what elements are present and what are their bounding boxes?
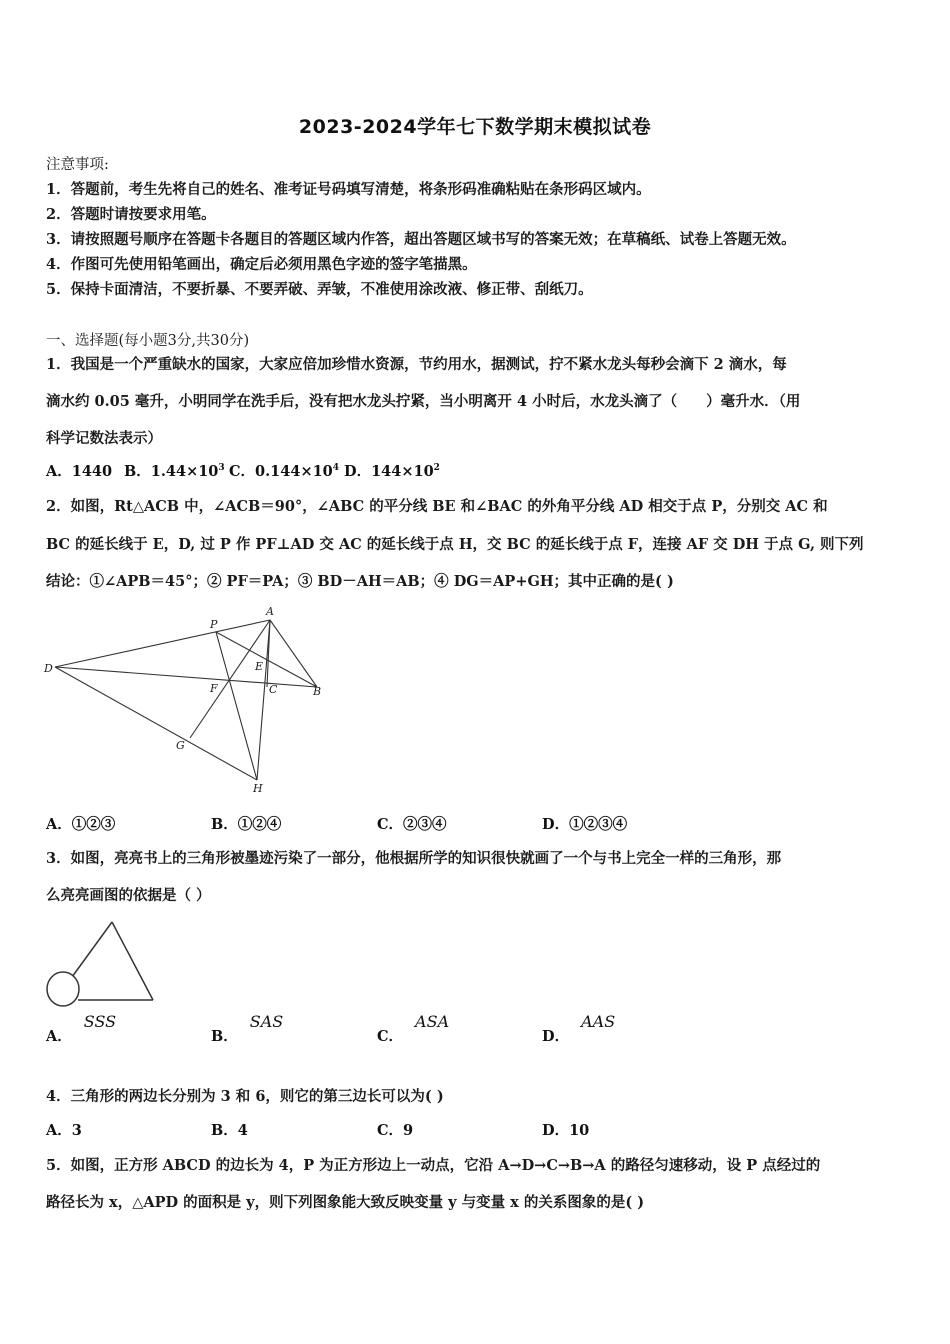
option-c[interactable]: C．9 bbox=[377, 1122, 414, 1139]
option-c-text: C．0.144×10 bbox=[229, 463, 333, 480]
option-d[interactable] bbox=[344, 460, 440, 481]
option-b[interactable]: B．4 bbox=[211, 1122, 248, 1139]
question-3-figure bbox=[42, 915, 162, 1010]
question-3-line: 3．如图，亮亮书上的三角形被墨迹污染了一部分，他根据所学的知识很快就画了一个与书上完全一样的三角形，那 bbox=[46, 850, 782, 867]
label-b: B bbox=[313, 685, 322, 698]
line-db bbox=[55, 667, 317, 687]
notice-item: 2．答题时请按要求用笔。 bbox=[46, 206, 216, 223]
question-4-line: 4．三角形的两边长分别为 3 和 6，则它的第三边长可以为( ) bbox=[46, 1088, 444, 1105]
option-c[interactable] bbox=[377, 1012, 450, 1046]
line-ag bbox=[190, 620, 270, 738]
option-a[interactable] bbox=[46, 1012, 117, 1046]
option-text: AAS bbox=[581, 1012, 616, 1031]
label-c: C bbox=[269, 683, 278, 696]
option-d[interactable] bbox=[542, 1012, 616, 1046]
question-2-line: BC 的延长线于 E，D, 过 P 作 PF⊥AD 交 AC 的延长线于点 H，交 BC 的延长线于点 F，连接 AF 交 DH 于点 G, 则下列 bbox=[46, 536, 864, 553]
notice-item: 1．答题前，考生先将自己的姓名、准考证号码填写清楚，将条形码准确粘贴在条形码区域内。 bbox=[46, 181, 651, 198]
notice-item: 4．作图可先使用铅笔画出，确定后必须用黑色字迹的签字笔描黑。 bbox=[46, 256, 477, 273]
option-c-exponent: 4 bbox=[332, 463, 340, 473]
notice-item: 3．请按照题号顺序在答题卡各题目的答题区域内作答，超出答题区域书写的答案无效；在草稿纸、试卷上答题无效。 bbox=[46, 231, 796, 248]
option-letter: B． bbox=[211, 1028, 238, 1045]
option-b[interactable] bbox=[124, 460, 225, 481]
option-text: SAS bbox=[249, 1012, 284, 1031]
option-letter: D． bbox=[542, 1028, 570, 1045]
question-1-line: 1．我国是一个严重缺水的国家，大家应倍加珍惜水资源，节约用水，据测试，拧不紧水龙头每秒会滴下 2 滴水，每 bbox=[46, 356, 787, 373]
question-2-line: 结论：①∠APB＝45°；② PF＝PA；③ BD－AH＝AB；④ DG＝AP+GH；其中正确的是( ) bbox=[46, 573, 674, 590]
label-f: F bbox=[210, 682, 218, 695]
question-2-line: 2．如图，Rt△ACB 中，∠ACB＝90°，∠ABC 的平分线 BE 和∠BAC 的外角平分线 AD 相交于点 P，分别交 AC 和 bbox=[46, 498, 828, 515]
line-ph bbox=[216, 632, 257, 780]
option-a[interactable]: A．1440 bbox=[46, 463, 113, 480]
option-letter: A． bbox=[46, 1028, 72, 1045]
option-c[interactable]: C．②③④ bbox=[377, 816, 447, 833]
option-a[interactable]: A．3 bbox=[46, 1122, 82, 1139]
option-text: ASA bbox=[415, 1012, 450, 1031]
option-d-exponent: 2 bbox=[433, 463, 440, 473]
notice-heading: 注意事项: bbox=[46, 157, 109, 173]
label-d: D bbox=[44, 662, 53, 675]
triangle-left-side bbox=[72, 922, 112, 977]
question-5-line: 5．如图，正方形 ABCD 的边长为 4，P 为正方形边上一动点，它沿 A→D→C→B→A 的路径匀速移动，设 P 点经过的 bbox=[46, 1157, 821, 1174]
label-g: G bbox=[176, 739, 185, 752]
option-d[interactable]: D．10 bbox=[542, 1122, 590, 1139]
question-5-line: 路径长为 x，△APD 的面积是 y，则下列图象能大致反映变量 y 与变量 x 的关系图象的是( ) bbox=[46, 1194, 645, 1211]
option-b-text: B．1.44×10 bbox=[124, 463, 219, 480]
label-a: A bbox=[266, 605, 274, 618]
option-b-exponent: 3 bbox=[218, 463, 225, 473]
question-3-line: 么亮亮画图的依据是（ ） bbox=[46, 887, 211, 904]
line-ah bbox=[257, 620, 270, 780]
question-2-figure bbox=[40, 602, 340, 797]
option-letter: C． bbox=[377, 1028, 404, 1045]
option-text: SSS bbox=[83, 1012, 117, 1031]
label-e: E bbox=[255, 660, 264, 673]
option-d[interactable]: D．①②③④ bbox=[542, 816, 628, 833]
option-c[interactable] bbox=[229, 460, 339, 481]
notice-item: 5．保持卡面清洁，不要折暴、不要弄破、弄皱，不准使用涂改液、修正带、刮纸刀。 bbox=[46, 281, 593, 298]
ink-blot bbox=[47, 972, 79, 1006]
option-a[interactable]: A．①②③ bbox=[46, 816, 116, 833]
option-b[interactable]: B．①②④ bbox=[211, 816, 282, 833]
section-heading: 一、选择题(每小题3分,共30分) bbox=[46, 333, 250, 349]
label-p: P bbox=[210, 618, 218, 631]
line-ab bbox=[270, 620, 317, 687]
question-1-line: 科学记数法表示） bbox=[46, 430, 162, 447]
page-title: 2023-2024学年七下数学期末模拟试卷 bbox=[298, 116, 652, 138]
label-h: H bbox=[253, 782, 263, 795]
option-d-text: D．144×10 bbox=[344, 463, 434, 480]
triangle-right-side bbox=[112, 922, 153, 1000]
question-1-line: 滴水约 0.05 毫升，小明同学在洗手后，没有把水龙头拧紧，当小明离开 4 小时后，水龙头滴了（ ）毫升水．（用 bbox=[46, 393, 801, 410]
option-b[interactable] bbox=[211, 1012, 284, 1046]
